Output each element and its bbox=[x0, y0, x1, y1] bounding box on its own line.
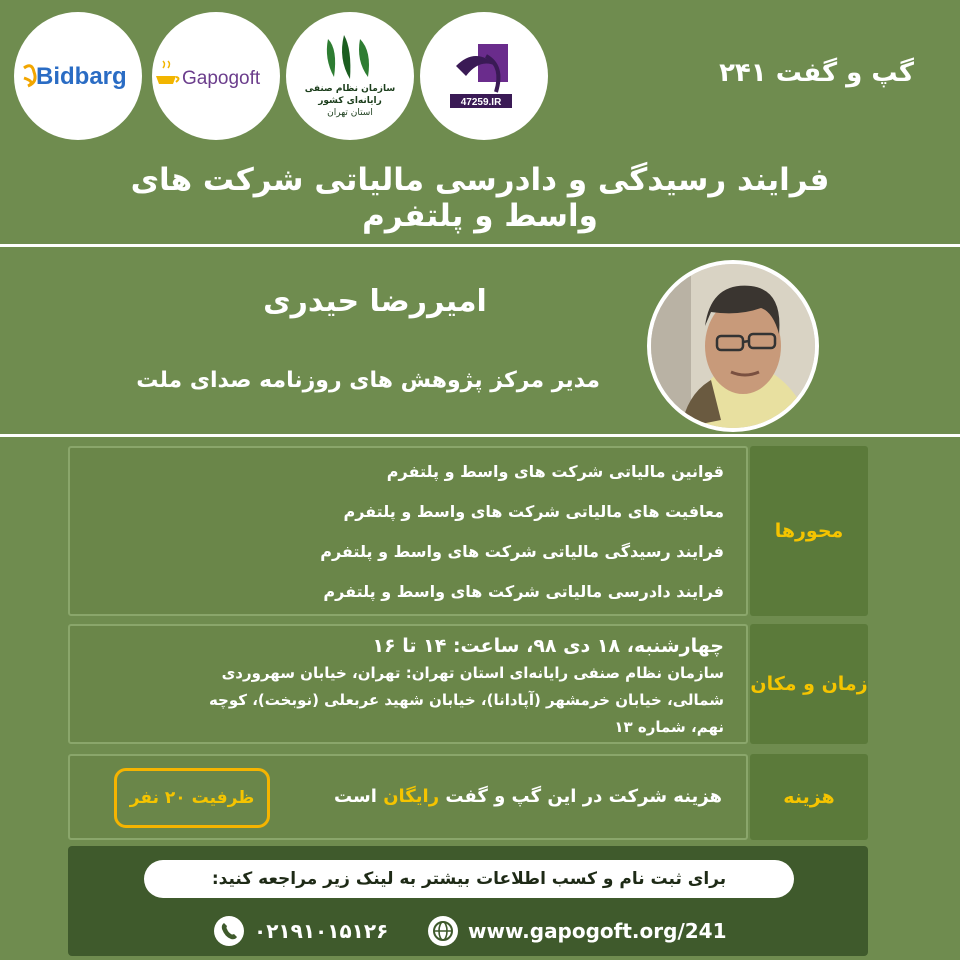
bidbarg-logo bbox=[14, 12, 142, 140]
topic-item: قوانین مالیاتی شرکت های واسط و پلتفرم bbox=[386, 462, 724, 481]
topics-label: محورها bbox=[750, 446, 868, 616]
gapogoft-logo bbox=[152, 12, 280, 140]
time-place-details bbox=[68, 624, 748, 744]
title-line-1: فرایند رسیدگی و دادرسی مالیاتی شرکت های bbox=[130, 162, 830, 198]
time-place-row bbox=[68, 624, 868, 744]
coffee-cup-icon bbox=[156, 61, 179, 84]
event-address-line-1: سازمان نظام صنفی رایانه‌ای استان تهران: تهران، خیابان سهروردی bbox=[221, 664, 724, 682]
cost-details bbox=[68, 754, 748, 840]
event-address-line-3: نهم، شماره ۱۳ bbox=[614, 718, 724, 736]
topic-item: معافیت های مالیاتی شرکت های واسط و پلتفرم bbox=[343, 502, 724, 521]
session-number: گپ و گفت ۲۴۱ bbox=[719, 58, 914, 88]
phone-icon bbox=[214, 916, 244, 946]
website-link[interactable] bbox=[428, 916, 727, 946]
event-datetime: چهارشنبه، ۱۸ دی ۹۸، ساعت: ۱۴ تا ۱۶ bbox=[372, 635, 724, 657]
phone-number[interactable]: ۰۲۱۹۱۰۱۵۱۲۶ bbox=[254, 919, 389, 943]
footer bbox=[68, 846, 868, 956]
topics-row bbox=[68, 446, 868, 616]
speaker-name: امیررضا حیدری bbox=[263, 284, 487, 319]
cost-text bbox=[334, 786, 722, 807]
cost-row bbox=[68, 754, 868, 840]
topic-item: فرایند دادرسی مالیاتی شرکت های واسط و پلتفرم bbox=[323, 582, 724, 601]
nezam-name: سازمان نظام صنفی رایانه‌ای کشور bbox=[304, 84, 396, 106]
cost-free: رایگان bbox=[383, 786, 440, 807]
capacity-badge: ظرفیت ۲۰ نفر bbox=[114, 768, 270, 828]
title-line-2: واسط و پلتفرم bbox=[362, 198, 598, 234]
cost-text-after: است bbox=[333, 786, 377, 807]
divider bbox=[0, 434, 960, 437]
phone-contact[interactable] bbox=[214, 916, 388, 946]
website-url[interactable]: www.gapogoft.org/241 bbox=[468, 919, 727, 943]
svg-text:47259.IR: 47259.IR bbox=[460, 97, 502, 108]
47259-logo bbox=[420, 12, 548, 140]
topics-list bbox=[68, 446, 748, 616]
globe-icon bbox=[428, 916, 458, 946]
47259-emblem bbox=[436, 36, 532, 116]
cost-label: هزینه bbox=[750, 754, 868, 840]
divider bbox=[0, 244, 960, 247]
registration-note: برای ثبت نام و کسب اطلاعات بیشتر به لینک زیر مراجعه کنید: bbox=[144, 860, 794, 898]
svg-text:Bidbarg: Bidbarg bbox=[36, 63, 127, 90]
topic-item: فرایند رسیدگی مالیاتی شرکت های واسط و پلتفرم bbox=[320, 542, 724, 561]
bidbarg-wordmark bbox=[18, 56, 138, 96]
event-address-line-2: شمالی، خیابان خرمشهر (آپادانا)، خیابان شهید عربعلی (نوبخت)، کوچه bbox=[208, 691, 724, 709]
speaker-role: مدیر مرکز پژوهش های روزنامه صدای ملت bbox=[136, 368, 600, 393]
cost-text-before: هزینه شرکت در این گپ و گفت bbox=[445, 786, 722, 807]
speaker-photo bbox=[647, 260, 819, 432]
time-place-label: زمان و مکان bbox=[750, 624, 868, 744]
speaker-portrait bbox=[651, 264, 815, 428]
svg-text:Gapogoft: Gapogoft bbox=[182, 68, 261, 89]
nezam-senfi-logo bbox=[286, 12, 414, 140]
nezam-emblem bbox=[320, 33, 380, 83]
event-title bbox=[100, 162, 860, 234]
gapogoft-wordmark bbox=[154, 56, 278, 96]
nezam-province: استان تهران bbox=[327, 108, 373, 118]
